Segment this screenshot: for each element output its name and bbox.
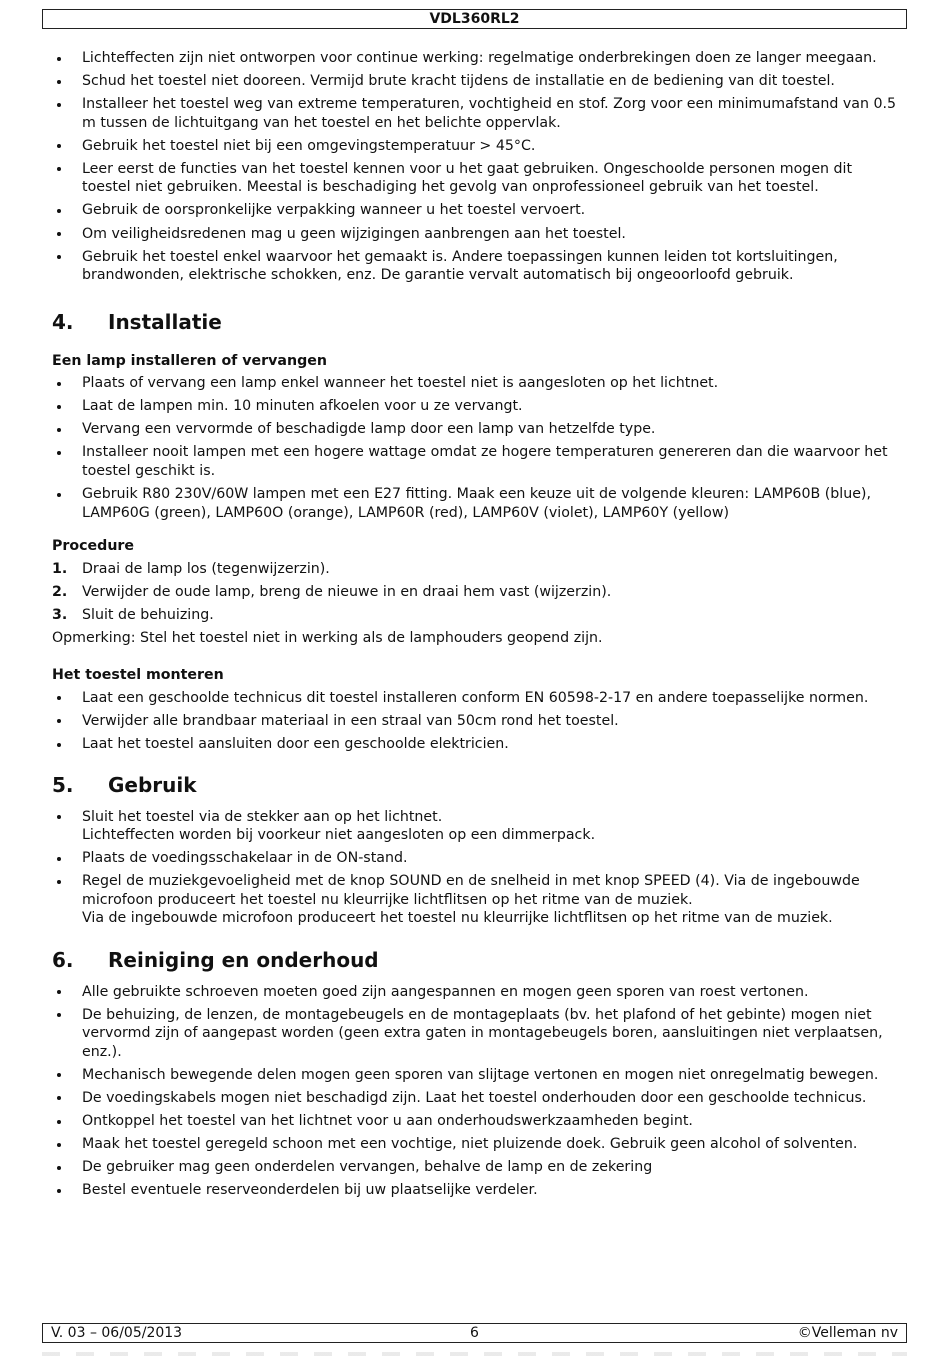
list-item: Laat de lampen min. 10 minuten afkoelen voor u ze vervangt. <box>52 397 902 416</box>
subheading-procedure: Procedure <box>52 538 135 555</box>
procedure-steps <box>52 560 902 625</box>
list-item: Om veiligheidsredenen mag u geen wijzigingen aanbrengen aan het toestel. <box>52 225 902 244</box>
page-number: 6 <box>470 1325 479 1341</box>
section-heading-installatie <box>52 309 902 335</box>
list-item: Leer eerst de functies van het toestel kennen voor u het gaat gebruiken. Ongeschoolde personen mogen dit toestel niet gebruiken. Meestal is beschadiging het gevolg van onprofessioneel gebruik van het toestel. <box>52 160 902 197</box>
list-item: Schud het toestel niet dooreen. Vermijd brute kracht tijdens de installatie en de bediening van dit toestel. <box>52 72 902 91</box>
gebruik-bullet-list <box>52 808 902 928</box>
list-item: Maak het toestel geregeld schoon met een vochtige, niet pluizende doek. Gebruik geen alcohol of solventen. <box>52 1135 902 1154</box>
list-item: Laat een geschoolde technicus dit toestel installeren conform EN 60598-2-17 en andere toepasselijke normen. <box>52 689 902 708</box>
list-item: Plaats de voedingsschakelaar in de ON-stand. <box>52 849 902 868</box>
list-item: Lichteffecten zijn niet ontworpen voor continue werking: regelmatige onderbrekingen doen ze langer meegaan. <box>52 49 902 68</box>
list-item: Mechanisch bewegende delen mogen geen sporen van slijtage vertonen en mogen niet onregelmatig bewegen. <box>52 1066 902 1085</box>
list-item: Bestel eventuele reserveonderdelen bij uw plaatselijke verdeler. <box>52 1181 902 1200</box>
list-item <box>52 872 902 928</box>
subheading-lamp: Een lamp installeren of vervangen <box>52 352 327 369</box>
list-item: Vervang een vervormde of beschadigde lamp door een lamp van hetzelfde type. <box>52 420 902 439</box>
step-number: 1. <box>52 560 68 577</box>
list-item: Gebruik de oorspronkelijke verpakking wanneer u het toestel vervoert. <box>52 201 902 220</box>
list-item: Verwijder alle brandbaar materiaal in een straal van 50cm rond het toestel. <box>52 712 902 731</box>
lamp-bullet-list <box>52 374 902 522</box>
list-item: De gebruiker mag geen onderdelen vervangen, behalve de lamp en de zekering <box>52 1158 902 1177</box>
monteren-bullet-list <box>52 689 902 754</box>
section-heading-gebruik <box>52 772 902 798</box>
list-item-line: Lichteffecten worden bij voorkeur niet aangesloten op een dimmerpack. <box>82 827 596 843</box>
step-number: 3. <box>52 606 68 623</box>
footer-version: V. 03 – 06/05/2013 <box>51 1325 183 1341</box>
list-item: Ontkoppel het toestel van het lichtnet voor u aan onderhoudswerkzaamheden begint. <box>52 1112 902 1131</box>
list-item: Alle gebruikte schroeven moeten goed zijn aangespannen en mogen geen sporen van roest vertonen. <box>52 983 902 1002</box>
list-item: De behuizing, de lenzen, de montagebeugels en de montageplaats (bv. het plafond of het gebinte) mogen niet vervormd zijn of aangepast worden (geen extra gaten in montagebeugels boren, aansluitingen niet verplaatsen, enz.). <box>52 1006 902 1062</box>
page-footer <box>42 1323 907 1343</box>
step-text: Sluit de behuizing. <box>82 606 214 623</box>
list-item: Laat het toestel aansluiten door een geschoolde elektricien. <box>52 735 902 754</box>
list-item-line: Sluit het toestel via de stekker aan op het lichtnet. <box>82 808 443 825</box>
reiniging-bullet-list <box>52 983 902 1200</box>
page-header <box>42 9 907 29</box>
list-item-line: Regel de muziekgevoeligheid met de knop SOUND en de snelheid in met knop SPEED (4). Via de ingebouwde microfoon produceert het toestel nu kleurrijke lichtflitsen op het ritme van de muziek. <box>82 873 860 908</box>
page-content <box>52 49 902 1204</box>
procedure-step <box>52 560 902 579</box>
list-item: Gebruik R80 230V/60W lampen met een E27 fitting. Maak een keuze uit de volgende kleuren: LAMP60B (blue), LAMP60G (green), LAMP60O (orange), LAMP60R (red), LAMP60V (violet), LAMP60Y (yellow) <box>52 485 902 522</box>
safety-bullet-list <box>52 49 902 285</box>
procedure-step <box>52 583 902 602</box>
procedure-step <box>52 606 902 625</box>
section-number: 6. <box>52 947 74 972</box>
section-number: 4. <box>52 309 74 334</box>
list-item: De voedingskabels mogen niet beschadigd zijn. Laat het toestel onderhouden door een geschoolde technicus. <box>52 1089 902 1108</box>
list-item: Gebruik het toestel enkel waarvoor het gemaakt is. Andere toepassingen kunnen leiden tot kortsluitingen, brandwonden, elektrische schokken, enz. De garantie vervalt automatisch bij ongeoorloofd gebruik. <box>52 248 902 285</box>
model-title: VDL360RL2 <box>429 11 520 27</box>
subheading-monteren: Het toestel monteren <box>52 667 224 684</box>
list-item: Gebruik het toestel niet bij een omgevingstemperatuur > 45°C. <box>52 137 902 156</box>
list-item: Installeer het toestel weg van extreme temperaturen, vochtigheid en stof. Zorg voor een minimumafstand van 0.5 m tussen de lichtuitgang van het toestel en het belichte oppervlak. <box>52 95 902 132</box>
step-text: Verwijder de oude lamp, breng de nieuwe in en draai hem vast (wijzerzin). <box>82 583 612 600</box>
section-title: Gebruik <box>108 772 197 797</box>
footer-copyright: ©Velleman nv <box>797 1325 898 1341</box>
list-item: Plaats of vervang een lamp enkel wanneer het toestel niet is aangesloten op het lichtnet. <box>52 374 902 393</box>
section-number: 5. <box>52 772 74 797</box>
section-title: Reiniging en onderhoud <box>108 947 379 972</box>
list-item: Installeer nooit lampen met een hogere wattage omdat ze hogere temperaturen genereren dan die waarvoor het toestel geschikt is. <box>52 443 902 480</box>
section-title: Installatie <box>108 309 222 334</box>
list-item <box>52 808 902 845</box>
step-text: Draai de lamp los (tegenwijzerzin). <box>82 560 330 577</box>
list-item-line: Via de ingebouwde microfoon produceert het toestel nu kleurrijke lichtflitsen op het ritme van de muziek. <box>82 910 833 927</box>
section-heading-reiniging <box>52 947 902 973</box>
procedure-note: Opmerking: Stel het toestel niet in werking als de lamphouders geopend zijn. <box>52 629 603 646</box>
scan-artifact <box>42 1352 907 1356</box>
step-number: 2. <box>52 583 68 600</box>
